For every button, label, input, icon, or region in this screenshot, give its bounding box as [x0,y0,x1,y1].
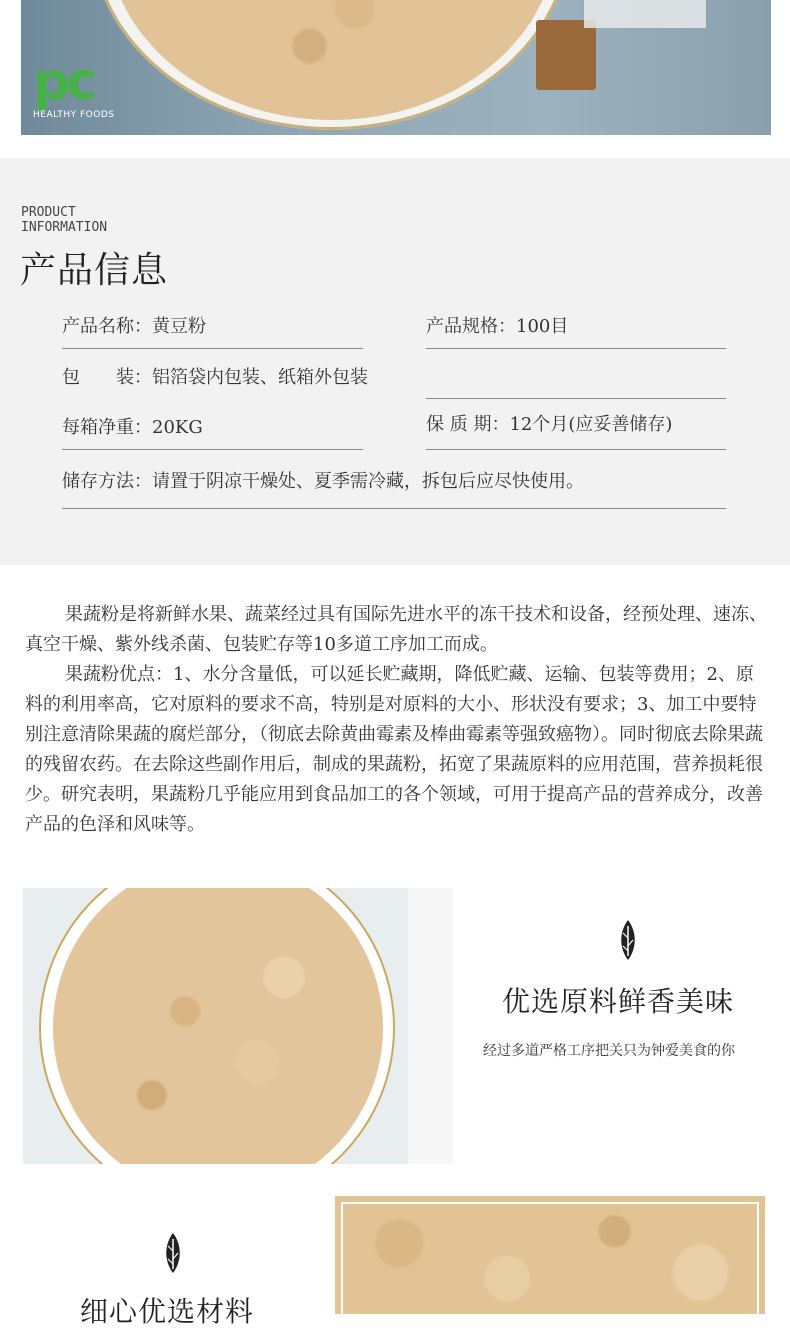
description-paragraph: 果蔬粉是将新鲜水果、蔬菜经过具有国际先进水平的冻干技术和设备，经预处理、速冻、真空干燥、紫外线杀菌、包装贮存等10多道工序加工而成。 [25,604,767,655]
info-value: 铝箔袋内包装、纸箱外包装 [152,367,368,388]
feature1-title: 优选原料鲜香美味 [502,985,735,1018]
info-label: 产品名称： [62,316,152,337]
section-en-title [21,205,161,235]
photo-frame [341,1202,759,1314]
info-label: 储存方法： [62,471,152,492]
feature2-title: 细心优选材料 [80,1295,255,1328]
soy-powder-image [107,0,557,120]
info-value: 12个月(应妥善储存) [509,414,673,435]
info-row-name [62,312,206,338]
info-row-storage [62,467,584,493]
info-label: 保 质 期： [426,414,510,435]
section-title: 产品信息 [20,250,169,291]
feature1-photo [23,888,453,1164]
info-label: 包 装： [62,367,152,388]
divider [62,508,726,509]
wooden-stand [536,20,596,90]
en-title-line1: PRODUCT [21,205,76,220]
feature1-subtitle: 经过多道严格工序把关只为钟爱美食的你 [483,1043,735,1059]
description-paragraph: 果蔬粉优点：1、水分含量低，可以延长贮藏期，降低贮藏、运输、包装等费用；2、原料的利用率高，它对原料的要求不高，特别是对原料的大小、形状没有要求；3、加工中要特别注意清除果蔬的腐烂部分，（彻底去除黄曲霉素及棒曲霉素等强致癌物）。同时彻底去除果蔬的残留农药。在去除这些副作用后，制成的果蔬粉，拓宽了果蔬原料的应用范围，营养损耗很少。研究表明，果蔬粉几乎能应用到食品加工的各个领域，可用于提高产品的营养成分，改善产品的色泽和风味等。 [25,664,763,835]
info-row-weight [62,413,203,439]
info-row-shelf-life [426,410,672,436]
leaf-icon [617,918,639,962]
feature2-photo [335,1196,765,1314]
info-value: 黄豆粉 [152,316,206,337]
info-label: 每箱净重： [62,417,152,438]
info-value: 100目 [516,316,569,337]
info-value: 20KG [152,417,203,438]
brand-logo [33,52,143,124]
hero-banner [21,0,771,135]
info-row-spec [426,312,568,338]
cup-handle [408,888,453,1164]
en-title-line2: INFORMATION [21,220,108,235]
divider [426,398,726,399]
divider [426,348,726,349]
background-card [584,0,706,28]
divider [426,449,726,450]
logo-tagline: HEALTHY FOODS [33,110,115,120]
info-row-packaging [62,363,368,389]
product-info-panel [0,158,790,565]
info-label: 产品规格： [426,316,516,337]
leaf-icon [162,1231,184,1275]
divider [62,348,363,349]
info-value: 请置于阴凉干燥处、夏季需冷藏，拆包后应尽快使用。 [152,471,584,492]
logo-mark: pc [33,52,94,112]
product-description [25,600,770,840]
soy-powder-image [53,888,383,1164]
divider [62,449,363,450]
